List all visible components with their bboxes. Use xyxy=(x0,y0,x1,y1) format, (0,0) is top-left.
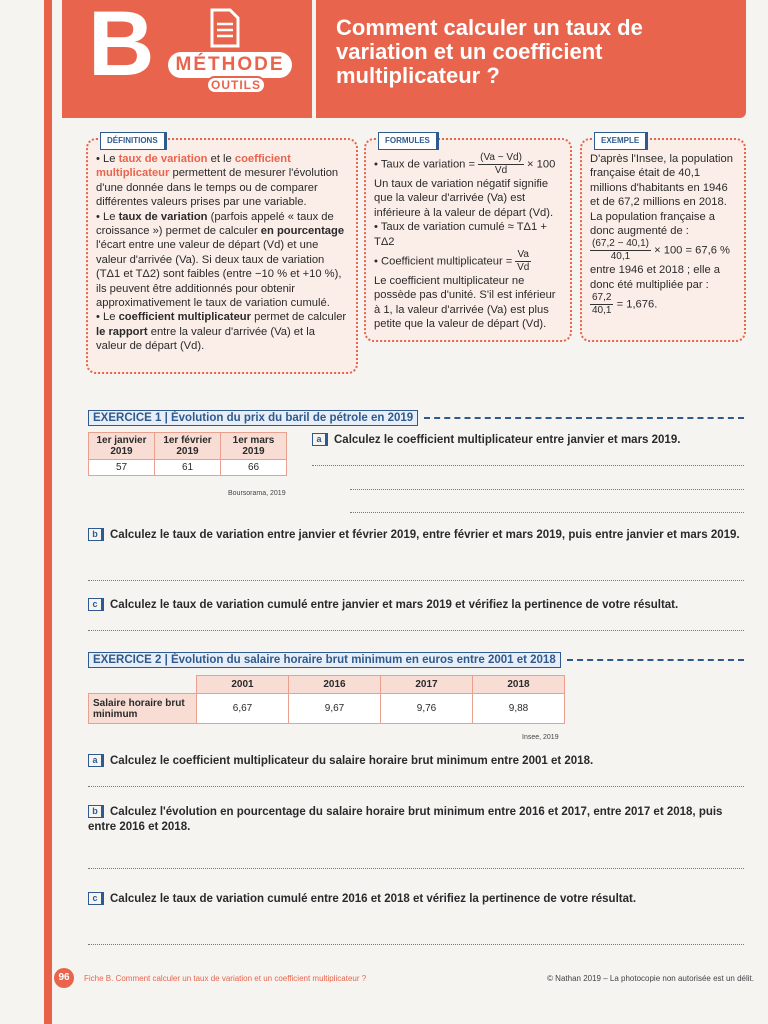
outils-badge: OUTILS xyxy=(206,76,266,94)
answer-line[interactable] xyxy=(312,465,744,466)
table-header: 1er mars 2019 xyxy=(221,433,287,460)
question-letter-a: a xyxy=(312,433,328,446)
answer-line[interactable] xyxy=(88,630,744,631)
exercise-1-divider xyxy=(424,417,744,419)
exercise-1-question-b: b Calculez le taux de variation entre janvier et février 2019, entre février et mars 2019, puis entre janvier et mars 2019. xyxy=(88,528,744,543)
exemple-text-1: D'après l'Insee, la population française était de 40,1 millions d'habitants en 1946 et de 67,2 millions en 2018. xyxy=(590,153,733,209)
table-cell: 61 xyxy=(155,460,221,476)
document-icon xyxy=(208,8,242,48)
answer-line[interactable] xyxy=(88,868,744,869)
table-cell: 9,88 xyxy=(473,694,565,724)
formula-taux-cumule: • Taux de variation cumulé ≈ TΔ1 + TΔ2 xyxy=(374,221,547,248)
exemple-tag: EXEMPLE xyxy=(594,132,648,150)
exercise-2-divider xyxy=(567,659,744,661)
exemple-text-3: entre 1946 et 2018 ; elle a donc été multipliée par : xyxy=(590,264,721,291)
table-header: 1er janvier 2019 xyxy=(89,433,155,460)
table-cell: 9,67 xyxy=(289,694,381,724)
sheet-letter: B xyxy=(88,0,155,95)
source-note: Insee, 2019 xyxy=(522,734,559,741)
left-margin-bar xyxy=(44,0,52,1024)
formules-box xyxy=(364,138,572,342)
exemple-calc-1: $\frac{(67,2 - 40,1)}{40,1}$ × 100 = 67,6 % xyxy=(592,238,730,263)
question-letter-b: b xyxy=(88,528,104,541)
definitions-box xyxy=(86,138,358,374)
exercise-1-label: EXERCICE 1 | Évolution du prix du baril de pétrole en 2019 xyxy=(88,410,418,426)
table-header: 2018 xyxy=(473,676,565,694)
table-cell: 6,67 xyxy=(197,694,289,724)
exercise-2-question-c: c Calculez le taux de variation cumulé entre 2016 et 2018 et vérifiez la pertinence de votre résultat. xyxy=(88,892,744,907)
answer-line[interactable] xyxy=(88,580,744,581)
definitions-tag: DÉFINITIONS xyxy=(100,132,167,150)
minimum-wage-table xyxy=(88,675,565,724)
definition-paragraph-1: • Le taux de variation et le coefficient multiplicateur permettent de mesurer l'évolution d'une donnée dans le temps ou de comparer différentes valeurs prises par une variable. xyxy=(96,153,339,209)
answer-line[interactable] xyxy=(350,512,744,513)
exercise-1-header xyxy=(88,410,744,426)
exemple-box xyxy=(580,138,746,342)
page-title: Comment calculer un taux de variation et un coefficient multiplicateur ? xyxy=(336,15,643,88)
source-note: Boursorama, 2019 xyxy=(228,490,286,497)
page-number: 96 xyxy=(54,968,74,988)
answer-line[interactable] xyxy=(88,786,744,787)
formules-text-1: Un taux de variation négatif signifie que la valeur d'arrivée (Va) est inférieure à la valeur de départ (Vd). xyxy=(374,178,554,219)
footer-copyright: © Nathan 2019 – La photocopie non autorisée est un délit. xyxy=(547,974,754,983)
table-cell: 57 xyxy=(89,460,155,476)
exercise-2-label: EXERCICE 2 | Évolution du salaire horaire brut minimum en euros entre 2001 et 2018 xyxy=(88,652,561,668)
answer-line[interactable] xyxy=(350,489,744,490)
exercise-2-header xyxy=(88,652,744,668)
table-header: 1er février 2019 xyxy=(155,433,221,460)
oil-price-table xyxy=(88,432,287,476)
question-letter-c: c xyxy=(88,598,104,611)
table-row-label: Salaire horaire brut minimum xyxy=(89,694,197,724)
formules-tag: FORMULES xyxy=(378,132,439,150)
question-letter-b: b xyxy=(88,805,104,818)
exercise-1-question-c: c Calculez le taux de variation cumulé entre janvier et mars 2019 et vérifiez la pertinence de votre résultat. xyxy=(88,598,744,613)
exemple-text-2: La population française a donc augmenté de : xyxy=(590,210,716,238)
table-header: 2017 xyxy=(381,676,473,694)
exemple-calc-2: $\frac{67,2}{40,1}$ = 1,676. xyxy=(592,292,658,317)
question-letter-a: a xyxy=(88,754,104,767)
table-cell: 9,76 xyxy=(381,694,473,724)
methode-badge: MÉTHODE xyxy=(168,52,292,78)
answer-line[interactable] xyxy=(88,944,744,945)
definition-paragraph-3: • Le coefficient multiplicateur permet de calculer le rapport entre la valeur d'arrivée (Va) et la valeur de départ (Vd). xyxy=(96,311,347,353)
table-header: 2016 xyxy=(289,676,381,694)
footer-title: Fiche B. Comment calculer un taux de variation et un coefficient multiplicateur ? xyxy=(84,974,367,983)
table-header: 2001 xyxy=(197,676,289,694)
table-cell: 66 xyxy=(221,460,287,476)
question-letter-c: c xyxy=(88,892,104,905)
definition-paragraph-2: • Le taux de variation (parfois appelé « taux de croissance ») permet de calculer en pourcentage l'écart entre une valeur de départ (Vd) et une valeur d'arrivée (Va). Si deux taux de variation (TΔ1 et TΔ2) sont faibles (entre −10 % et +10 %), ils peuvent être additionnés pour obtenir approximativement le taux de variation cumulé. xyxy=(96,210,345,310)
exercise-2-question-b: b Calculez l'évolution en pourcentage du salaire horaire brut minimum entre 2016 et 2017, entre 2017 et 2018, puis entre 2016 et 2018. xyxy=(88,806,723,833)
formula-taux-variation: • Taux de variation = $\frac{(Va - Vd)}{Vd}$ × 100 xyxy=(374,152,556,176)
table-corner xyxy=(89,676,197,694)
formules-text-2: Le coefficient multiplicateur ne possède pas d'unité. S'il est inférieur à 1, la valeur d'arrivée (Va) est plus petite que la valeur de départ (Vd). xyxy=(374,275,556,331)
exercise-1-question-a: a Calculez le coefficient multiplicateur entre janvier et mars 2019. xyxy=(312,433,744,448)
exercise-2-question-a: a Calculez le coefficient multiplicateur du salaire horaire brut minimum entre 2001 et 2018. xyxy=(88,754,744,769)
formula-coefficient: • Coefficient multiplicateur = $\frac{Va}{Vd}$ xyxy=(374,249,530,274)
